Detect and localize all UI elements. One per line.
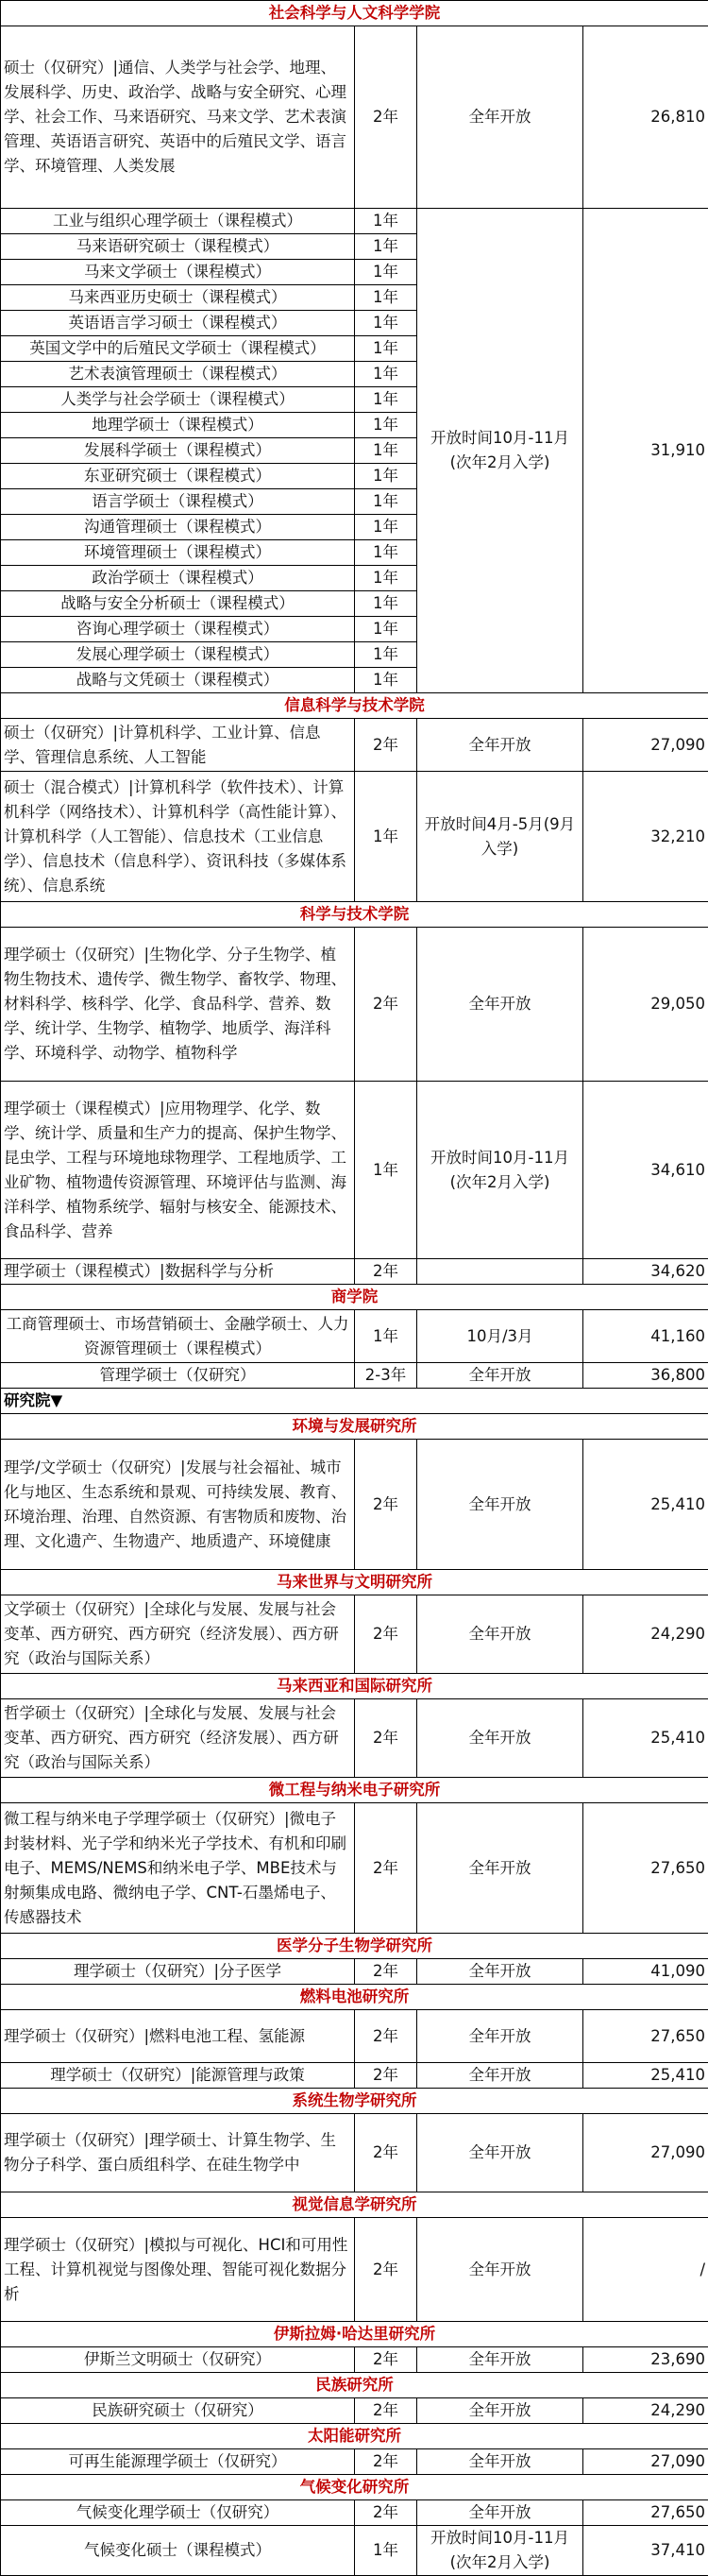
duration: 2年 — [355, 2500, 417, 2526]
program-name: 发展科学硕士（课程模式） — [1, 438, 355, 464]
duration: 1年 — [355, 668, 417, 693]
section-header-row — [1, 2192, 708, 2218]
duration: 2年 — [355, 1699, 417, 1778]
program-row — [1, 209, 708, 234]
section-header-row — [1, 2475, 708, 2500]
intake-period: 全年开放 — [417, 2500, 583, 2526]
section-header-row — [1, 2424, 708, 2449]
intake-period: 全年开放 — [417, 1595, 583, 1674]
program-name: 沟通管理硕士（课程模式） — [1, 515, 355, 540]
duration: 1年 — [355, 1082, 417, 1259]
duration: 1年 — [355, 566, 417, 591]
tuition-fee: 34,620 — [583, 1259, 708, 1285]
program-name: 哲学硕士（仅研究）|全球化与发展、发展与社会变革、西方研究、西方研究（经济发展）、西方研究（政治与国际关系） — [1, 1699, 355, 1778]
duration: 1年 — [355, 591, 417, 617]
section-title: 伊斯拉姆·哈达里研究所 — [1, 2322, 708, 2347]
duration: 1年 — [355, 489, 417, 515]
section-title: 马来世界与文明研究所 — [1, 1570, 708, 1595]
tuition-fee: 27,090 — [583, 2449, 708, 2475]
intake-period: 开放时间4月-5月(9月入学) — [417, 772, 583, 902]
intake-period: 全年开放 — [417, 2010, 583, 2063]
program-name: 地理学硕士（课程模式） — [1, 413, 355, 438]
section-header-row — [1, 1674, 708, 1699]
section-title: 商学院 — [1, 1285, 708, 1310]
section-header-row — [1, 2089, 708, 2114]
section-title: 燃料电池研究所 — [1, 1985, 708, 2010]
duration: 1年 — [355, 260, 417, 285]
duration: 1年 — [355, 2526, 417, 2576]
intake-period: 全年开放 — [417, 719, 583, 772]
tuition-fee: 27,650 — [583, 2010, 708, 2063]
program-name: 环境管理硕士（课程模式） — [1, 540, 355, 566]
section-header-row — [1, 1389, 708, 1414]
tuition-fee: 27,090 — [583, 2114, 708, 2192]
duration: 1年 — [355, 642, 417, 668]
section-header-row — [1, 693, 708, 719]
program-name: 发展心理学硕士（课程模式） — [1, 642, 355, 668]
tuition-fee: 31,910 — [583, 209, 708, 693]
program-name: 理学硕士（仅研究）|燃料电池工程、氢能源 — [1, 2010, 355, 2063]
duration: 1年 — [355, 362, 417, 387]
program-name: 气候变化理学硕士（仅研究） — [1, 2500, 355, 2526]
program-name: 人类学与社会学硕士（课程模式） — [1, 387, 355, 413]
tuition-fee: 29,050 — [583, 928, 708, 1082]
tuition-fee: 25,410 — [583, 1699, 708, 1778]
program-row — [1, 928, 708, 1082]
program-row — [1, 1259, 708, 1285]
duration: 2年 — [355, 2398, 417, 2424]
section-title: 医学分子生物学研究所 — [1, 1934, 708, 1959]
section-header-row — [1, 1778, 708, 1803]
duration: 2年 — [355, 2114, 417, 2192]
duration: 1年 — [355, 311, 417, 336]
program-row — [1, 2398, 708, 2424]
section-title: 民族研究所 — [1, 2373, 708, 2398]
tuition-fee: / — [583, 2218, 708, 2322]
intake-period: 全年开放 — [417, 2398, 583, 2424]
program-name: 理学硕士（仅研究）|分子医学 — [1, 1959, 355, 1985]
duration: 2年 — [355, 1259, 417, 1285]
intake-period: 全年开放 — [417, 1959, 583, 1985]
program-name: 工业与组织心理学硕士（课程模式） — [1, 209, 355, 234]
tuition-fee: 41,090 — [583, 1959, 708, 1985]
section-header-row — [1, 2322, 708, 2347]
duration: 2年 — [355, 1440, 417, 1570]
intake-period: 全年开放 — [417, 2218, 583, 2322]
intake-period: 全年开放 — [417, 1363, 583, 1389]
program-name: 语言学硕士（课程模式） — [1, 489, 355, 515]
duration: 2年 — [355, 26, 417, 209]
program-name: 理学硕士（课程模式）|数据科学与分析 — [1, 1259, 355, 1285]
program-row — [1, 1699, 708, 1778]
duration: 1年 — [355, 540, 417, 566]
section-title: 视觉信息学研究所 — [1, 2192, 708, 2218]
program-name: 战略与文凭硕士（课程模式） — [1, 668, 355, 693]
program-name: 咨询心理学硕士（课程模式） — [1, 617, 355, 642]
duration: 1年 — [355, 285, 417, 311]
program-row — [1, 719, 708, 772]
program-name: 理学硕士（仅研究）|理学硕士、计算生物学、生物分子科学、蛋白质组科学、在硅生物学中 — [1, 2114, 355, 2192]
duration: 2-3年 — [355, 1363, 417, 1389]
intake-period: 全年开放 — [417, 1440, 583, 1570]
duration: 1年 — [355, 464, 417, 489]
program-row — [1, 2218, 708, 2322]
section-header-row — [1, 1934, 708, 1959]
program-row — [1, 2063, 708, 2089]
duration: 2年 — [355, 2010, 417, 2063]
program-name: 马来语研究硕士（课程模式） — [1, 234, 355, 260]
duration: 2年 — [355, 1803, 417, 1934]
program-name: 理学硕士（仅研究）|能源管理与政策 — [1, 2063, 355, 2089]
intake-period: 全年开放 — [417, 2347, 583, 2373]
intake-period: 全年开放 — [417, 928, 583, 1082]
duration: 1年 — [355, 336, 417, 362]
duration: 2年 — [355, 719, 417, 772]
program-row — [1, 1959, 708, 1985]
duration: 1年 — [355, 438, 417, 464]
tuition-fee: 41,160 — [583, 1310, 708, 1363]
section-title: 气候变化研究所 — [1, 2475, 708, 2500]
duration: 1年 — [355, 234, 417, 260]
tuition-fee: 37,410 — [583, 2526, 708, 2576]
intake-period — [417, 1259, 583, 1285]
section-title[interactable]: 研究院▼ — [1, 1389, 708, 1414]
duration: 2年 — [355, 2063, 417, 2089]
tuition-fee: 36,800 — [583, 1363, 708, 1389]
program-name: 理学/文学硕士（仅研究）|发展与社会福祉、城市化与地区、生态系统和景观、可持续发展、教育、环境治理、治理、自然资源、有害物质和废物、治理、文化遗产、生物遗产、地质遗产、环境健康 — [1, 1440, 355, 1570]
program-row — [1, 2114, 708, 2192]
section-header-row — [1, 2373, 708, 2398]
duration: 1年 — [355, 387, 417, 413]
section-title: 太阳能研究所 — [1, 2424, 708, 2449]
program-name: 理学硕士（课程模式）|应用物理学、化学、数学、统计学、质量和生产力的提高、保护生物学、昆虫学、工程与环境地球物理学、工程地质学、工业矿物、植物遗传资源管理、环境评估与监测、海洋科学、植物系统学、辐射与核安全、能源技术、食品科学、营养 — [1, 1082, 355, 1259]
program-name: 气候变化硕士（课程模式） — [1, 2526, 355, 2576]
program-name: 可再生能源理学硕士（仅研究） — [1, 2449, 355, 2475]
duration: 2年 — [355, 928, 417, 1082]
program-name: 硕士（仅研究）|通信、人类学与社会学、地理、发展科学、历史、政治学、战略与安全研究、心理学、社会工作、马来语研究、马来文学、艺术表演管理、英语语言研究、英语中的后殖民文学、语言学、环境管理、人类发展 — [1, 26, 355, 209]
program-row — [1, 1363, 708, 1389]
program-row — [1, 2500, 708, 2526]
program-name: 理学硕士（仅研究）|模拟与可视化、HCI和可用性工程、计算机视觉与图像处理、智能可视化数据分析 — [1, 2218, 355, 2322]
intake-period: 10月/3月 — [417, 1310, 583, 1363]
program-row — [1, 1803, 708, 1934]
duration: 2年 — [355, 2218, 417, 2322]
program-name: 伊斯兰文明硕士（仅研究） — [1, 2347, 355, 2373]
program-name: 马来文学硕士（课程模式） — [1, 260, 355, 285]
program-name: 管理学硕士（仅研究） — [1, 1363, 355, 1389]
section-header-row — [1, 1, 708, 26]
duration: 1年 — [355, 209, 417, 234]
tuition-fee: 24,290 — [583, 1595, 708, 1674]
program-row — [1, 1440, 708, 1570]
program-name: 马来西亚历史硕士（课程模式） — [1, 285, 355, 311]
program-name: 民族研究硕士（仅研究） — [1, 2398, 355, 2424]
tuition-fee: 25,410 — [583, 2063, 708, 2089]
program-name: 硕士（混合模式）|计算机科学（软件技术）、计算机科学（网络技术）、计算机科学（高性能计算）、计算机科学（人工智能）、信息技术（工业信息学）、信息技术（信息科学）、资讯科技（多媒体系统）、信息系统 — [1, 772, 355, 902]
section-title: 信息科学与技术学院 — [1, 693, 708, 719]
section-header-row — [1, 1414, 708, 1440]
program-name: 艺术表演管理硕士（课程模式） — [1, 362, 355, 387]
intake-period: 开放时间10月-11月(次年2月入学) — [417, 2526, 583, 2576]
program-row — [1, 2449, 708, 2475]
duration: 1年 — [355, 413, 417, 438]
duration: 1年 — [355, 772, 417, 902]
intake-period: 全年开放 — [417, 2114, 583, 2192]
program-row — [1, 1595, 708, 1674]
section-title: 微工程与纳米电子研究所 — [1, 1778, 708, 1803]
program-name: 硕士（仅研究）|计算机科学、工业计算、信息学、管理信息系统、人工智能 — [1, 719, 355, 772]
program-name: 东亚研究硕士（课程模式） — [1, 464, 355, 489]
program-name: 英国文学中的后殖民文学硕士（课程模式） — [1, 336, 355, 362]
program-name: 政治学硕士（课程模式） — [1, 566, 355, 591]
intake-period: 全年开放 — [417, 1803, 583, 1934]
duration: 1年 — [355, 617, 417, 642]
program-row — [1, 2526, 708, 2576]
tuition-fee: 27,650 — [583, 2500, 708, 2526]
tuition-fee: 23,690 — [583, 2347, 708, 2373]
program-row — [1, 1310, 708, 1363]
section-header-row — [1, 1285, 708, 1310]
tuition-fee: 26,810 — [583, 26, 708, 209]
duration: 1年 — [355, 515, 417, 540]
section-title: 系统生物学研究所 — [1, 2089, 708, 2114]
program-name: 微工程与纳米电子学理学硕士（仅研究）|微电子封装材料、光子学和纳米光子学技术、有机和印刷电子、MEMS/NEMS和纳米电子学、MBE技术与射频集成电路、微纳电子学、CNT-石墨烯电子、传感器技术 — [1, 1803, 355, 1934]
duration: 2年 — [355, 2449, 417, 2475]
program-name: 英语语言学习硕士（课程模式） — [1, 311, 355, 336]
program-row — [1, 2347, 708, 2373]
program-row — [1, 772, 708, 902]
tuition-fee: 27,650 — [583, 1803, 708, 1934]
tuition-fee: 34,610 — [583, 1082, 708, 1259]
duration: 1年 — [355, 1310, 417, 1363]
tuition-fee: 32,210 — [583, 772, 708, 902]
tuition-fee: 24,290 — [583, 2398, 708, 2424]
intake-period: 全年开放 — [417, 2449, 583, 2475]
section-title: 科学与技术学院 — [1, 902, 708, 928]
intake-period: 全年开放 — [417, 26, 583, 209]
program-name: 文学硕士（仅研究）|全球化与发展、发展与社会变革、西方研究、西方研究（经济发展）、西方研究（政治与国际关系） — [1, 1595, 355, 1674]
tuition-fee: 27,090 — [583, 719, 708, 772]
intake-period: 全年开放 — [417, 1699, 583, 1778]
duration: 2年 — [355, 1959, 417, 1985]
section-header-row — [1, 1985, 708, 2010]
duration: 2年 — [355, 2347, 417, 2373]
program-row — [1, 26, 708, 209]
program-name: 战略与安全分析硕士（课程模式） — [1, 591, 355, 617]
intake-period: 全年开放 — [417, 2063, 583, 2089]
program-name: 工商管理硕士、市场营销硕士、金融学硕士、人力资源管理硕士（课程模式） — [1, 1310, 355, 1363]
program-row — [1, 1082, 708, 1259]
section-title: 环境与发展研究所 — [1, 1414, 708, 1440]
section-title: 马来西亚和国际研究所 — [1, 1674, 708, 1699]
intake-period: 开放时间10月-11月(次年2月入学) — [417, 1082, 583, 1259]
tuition-fee: 25,410 — [583, 1440, 708, 1570]
section-header-row — [1, 1570, 708, 1595]
program-row — [1, 2010, 708, 2063]
duration: 2年 — [355, 1595, 417, 1674]
intake-period: 开放时间10月-11月(次年2月入学) — [417, 209, 583, 693]
program-name: 理学硕士（仅研究）|生物化学、分子生物学、植物生物技术、遗传学、微生物学、畜牧学、物理、材料科学、核科学、化学、食品科学、营养、数学、统计学、生物学、植物学、地质学、海洋科学、环境科学、动物学、植物科学 — [1, 928, 355, 1082]
section-title: 社会科学与人文科学学院 — [1, 1, 708, 26]
section-header-row — [1, 902, 708, 928]
